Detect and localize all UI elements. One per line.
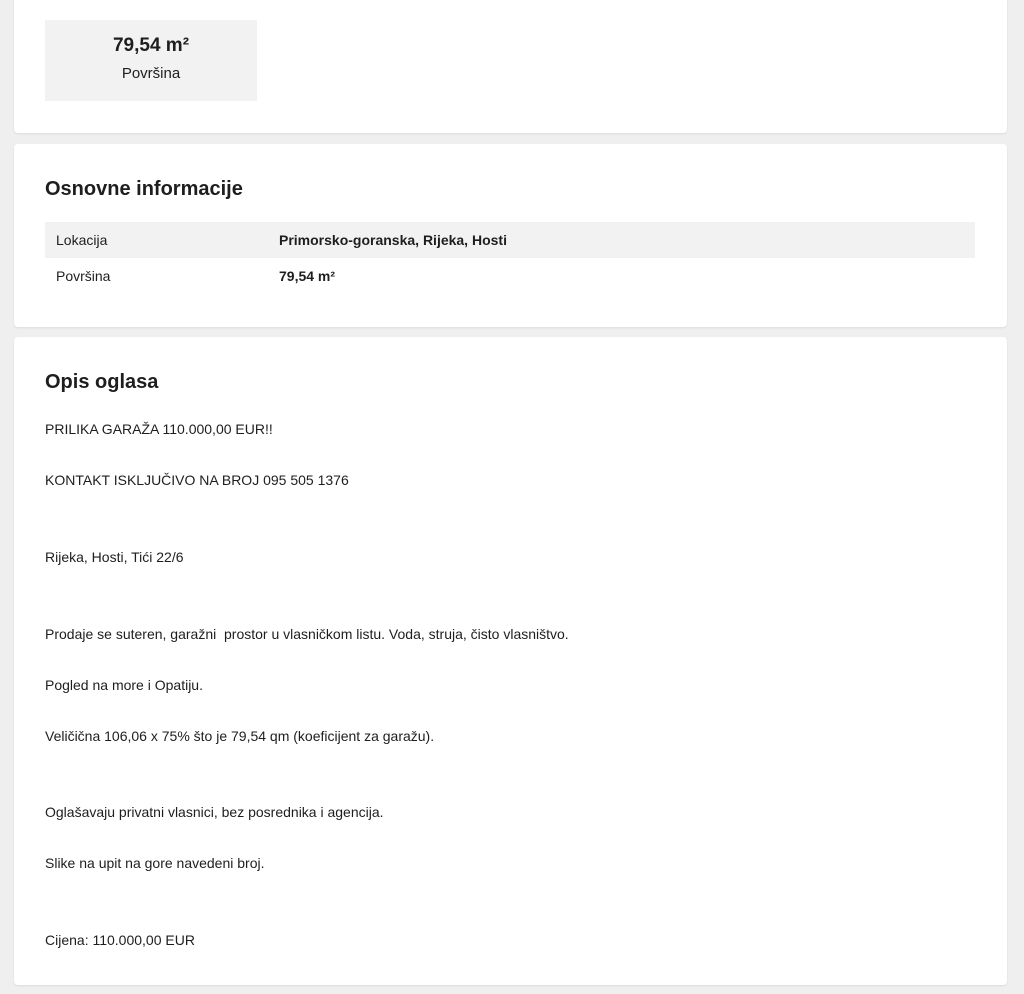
description-line: Pogled na more i Opatiju. [45, 677, 203, 693]
area-tile [45, 20, 257, 101]
description-title: Opis oglasa [45, 371, 159, 393]
description-line: PRILIKA GARAŽA 110.000,00 EUR!! [45, 421, 273, 437]
description-line: Oglašavaju privatni vlasnici, bez posrednika i agencija. [45, 804, 384, 820]
basic-info-table [45, 222, 975, 294]
description-line: KONTAKT ISKLJUČIVO NA BROJ 095 505 1376 [45, 472, 349, 488]
basic-info-card [14, 144, 1007, 327]
area-value: 79,54 m² [112, 35, 190, 56]
description-line: Rijeka, Hosti, Tići 22/6 [45, 549, 184, 565]
description-card [14, 337, 1007, 985]
row-label: Površina [56, 268, 111, 284]
row-value: Primorsko-goranska, Rijeka, Hosti [279, 222, 975, 258]
row-value: 79,54 m² [279, 268, 336, 284]
table-row-area [45, 258, 975, 294]
description-line: Veličična 106,06 x 75% što je 79,54 qm (koeficijent za garažu). [45, 728, 435, 744]
table-row-location [45, 222, 975, 258]
area-label: Površina [121, 65, 181, 82]
description-line: Prodaje se suteren, garažni prostor u vlasničkom listu. Voda, struja, čisto vlasništvo. [45, 626, 569, 642]
row-label: Lokacija [45, 222, 279, 258]
description-line: Cijena: 110.000,00 EUR [45, 932, 195, 948]
description-line: Slike na upit na gore navedeni broj. [45, 855, 265, 871]
area-summary-card [14, 0, 1007, 133]
basic-info-title: Osnovne informacije [45, 178, 243, 200]
